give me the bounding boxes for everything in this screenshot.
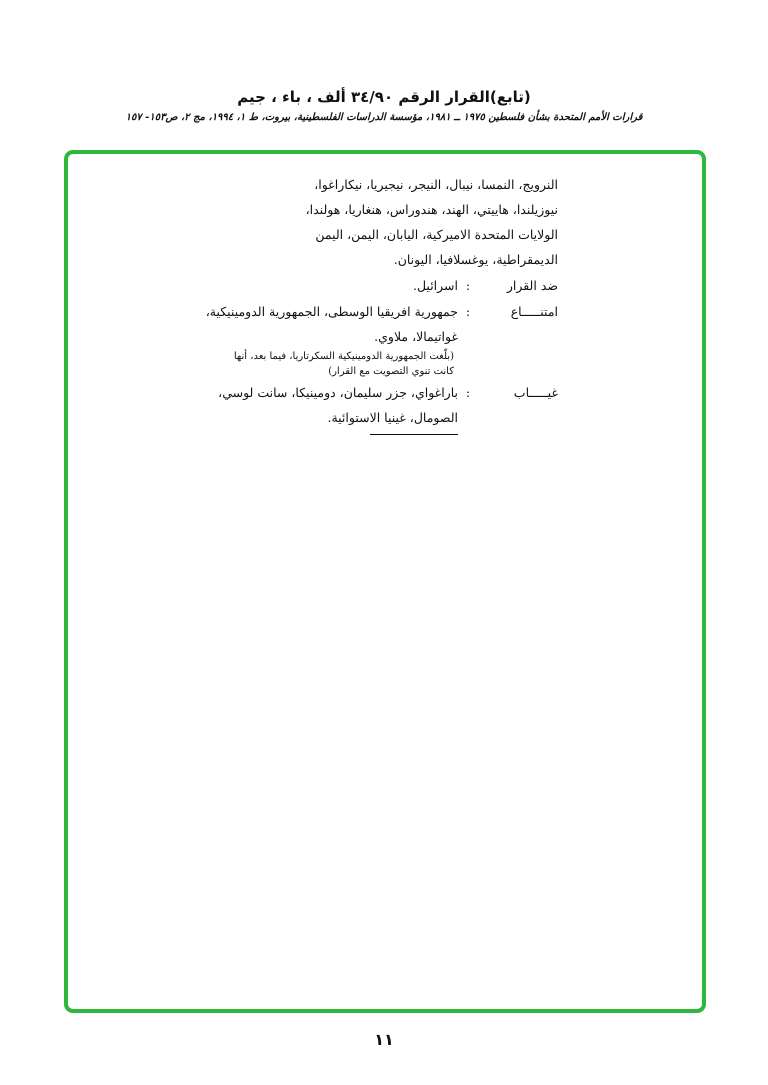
abstaining-text — [203, 299, 458, 379]
absent-line: الصومال، غينيا الاستوائية. — [327, 410, 458, 425]
abstaining-colon: : — [465, 304, 471, 319]
continuation-list — [303, 172, 558, 272]
abstaining-row — [198, 299, 558, 379]
against-label: ضد القرار — [506, 278, 558, 293]
against-text: اسرائيل. — [412, 278, 458, 293]
vote-record — [198, 172, 558, 435]
note-line: (بلّغت الجمهورية الدومينيكية السكرتاريا، فيما بعد، أنها — [233, 351, 454, 362]
absent-row — [198, 380, 558, 435]
end-rule — [370, 434, 458, 435]
abstaining-line: غواتيمالا، ملاوي. — [374, 329, 458, 344]
absent-line: باراغواي، جزر سليمان، دومينيكا، سانت لوسي، — [218, 385, 458, 400]
absent-colon: : — [465, 385, 471, 400]
page-title: (تابع)القرار الرقم ٣٤/٩٠ ألف ، باء ، جيم — [237, 88, 531, 106]
against-colon: : — [465, 278, 471, 293]
note-line: كانت تنوي التصويت مع القرار) — [328, 366, 454, 377]
continuation-line: نيوزيلندا، هاييتي، الهند، هندوراس، هنغاريا، هولندا، — [305, 202, 558, 217]
source-citation: قرارات الأمم المتحدة بشأن فلسطين ١٩٧٥ ــ ١٩٨١، مؤسسة الدراسات الفلسطينية، بيروت، ط ١، ١٩٩٤، مج ٢، ص١٥٣- ١٥٧ — [125, 112, 643, 123]
continuation-line: النرويج، النمسا، نيبال، النيجر، نيجيريا، نيكاراغوا، — [314, 177, 558, 192]
abstaining-line: جمهورية افريقيا الوسطى، الجمهورية الدومينيكية، — [205, 304, 458, 319]
absent-label: غيـــــاب — [513, 385, 558, 400]
page-number: ١١ — [374, 1030, 394, 1049]
abstaining-label: امتنـــــاع — [510, 304, 558, 319]
abstaining-note — [203, 349, 458, 379]
continuation-line: الديمقراطية، يوغسلافيا، اليونان. — [393, 252, 558, 267]
continuation-line: الولايات المتحدة الاميركية، اليابان، اليمن، اليمن — [315, 227, 558, 242]
against-row — [198, 273, 558, 298]
absent-text — [203, 380, 458, 435]
